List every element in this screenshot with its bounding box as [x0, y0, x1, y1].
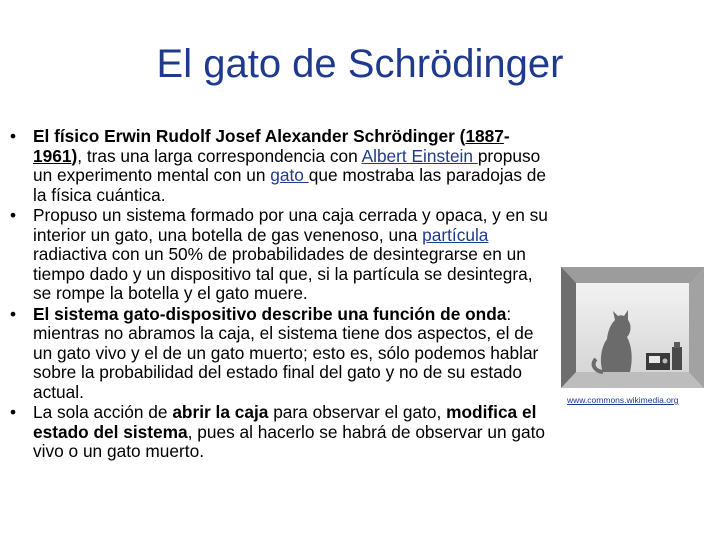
geiger-counter-device: [646, 353, 670, 370]
albert-einstein-link[interactable]: Albert Einstein: [361, 145, 478, 166]
image-source-link[interactable]: www.commons.wikimedia.org: [567, 395, 679, 405]
bullet-3-text: El sistema gato-dispositivo describe una función de onda: mientras no abramos la caja, el sistema tiene dos aspectos, el de un gato vivo y el de un gato muerto; esto es, sólo podemos hablar sobre la probabilidad del estado final del gato y no de su estado actual.: [33, 303, 539, 402]
bullet-dot-icon: •: [10, 126, 17, 146]
bullet-item-1: [6, 127, 554, 205]
bullet-item-4: [6, 403, 554, 462]
bullet-dot-icon: •: [10, 402, 17, 422]
bullet-item-3: [6, 305, 554, 403]
bullet-dot-icon: •: [10, 205, 17, 225]
bullet-4-text: La sola acción de abrir la caja para observar el gato, modifica el estado del sistema, pues al hacerlo se habrá de observar un gato vivo o un gato muerto.: [33, 402, 546, 461]
slide-title: El gato de Schrödinger: [156, 42, 564, 86]
gato-link[interactable]: gato: [270, 165, 309, 185]
cat-in-box-image: [561, 267, 704, 388]
bullet-1-text: El físico Erwin Rudolf Josef Alexander Schrödinger (1887- 1961), tras una larga correspondencia con Albert Einstein propuso un experimento mental con un gato que mostraba las paradojas de la física cuántica.: [33, 126, 547, 205]
particula-link[interactable]: partícula: [422, 224, 489, 245]
bullet-item-2: [6, 206, 554, 304]
cat-box-illustration: [561, 267, 704, 388]
bullet-list: [6, 127, 554, 463]
bullet-dot-icon: •: [10, 303, 17, 324]
bullet-2-text: Propuso un sistema formado por una caja cerrada y opaca, y en su interior un gato, una botella de gas venenoso, una partícula radiactiva con un 50% de probabilidades de desintegrarse en un tiempo dado y un dispositivo tal que, si la partícula se desintegra, se rompe la botella y el gato muere.: [33, 205, 548, 303]
